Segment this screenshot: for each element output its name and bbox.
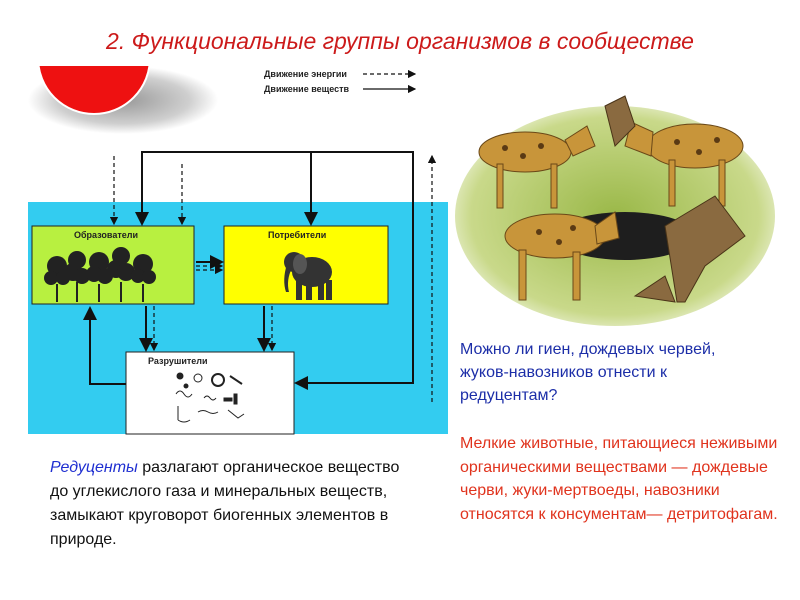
question-text: Можно ли гиен, дождевых червей, жуков-навозников отнести к редуцентам? [460, 341, 716, 404]
caption-text: разлагают органическое вещество до углекислого газа и минеральных веществ, замыкают круговорот биогенных элементов в природе. [50, 459, 400, 548]
answer-text: Мелкие животные, питающиеся неживыми органическими веществами — дождевые черви, жуки-мертвоеды, навозники относятся к консументам— детритофагам. [460, 435, 778, 523]
slide-title: 2. Функциональные группы организмов в сообществе [106, 28, 694, 54]
ecosystem-diagram [28, 66, 448, 436]
consumers-box [224, 226, 388, 304]
hyenas-photo [455, 66, 775, 326]
producers-label: Образователи [74, 230, 139, 240]
legend [264, 69, 415, 94]
legend-matter-label: Движение веществ [264, 84, 350, 94]
sun-icon [28, 66, 218, 134]
decomposers-caption [50, 456, 410, 552]
consumers-label: Потребители [268, 230, 327, 240]
decomposers-label: Разрушители [148, 356, 208, 366]
caption-highlight: Редуценты [50, 459, 138, 476]
decomposers-box [126, 352, 294, 434]
producers-box [32, 226, 194, 304]
legend-energy-label: Движение энергии [264, 69, 347, 79]
